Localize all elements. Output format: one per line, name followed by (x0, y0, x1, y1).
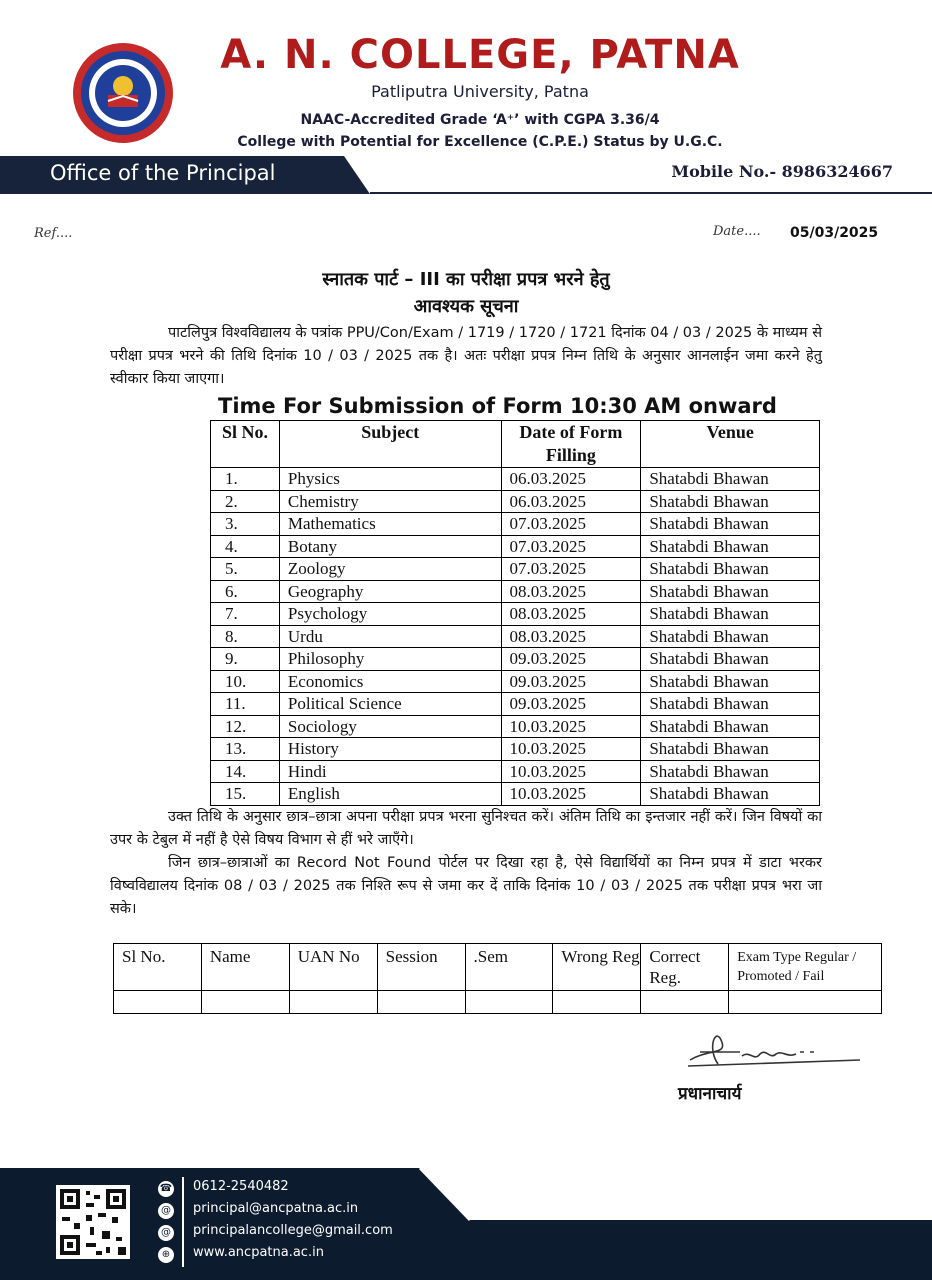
cell-subject: Hindi (279, 760, 501, 783)
cell-date: 09.03.2025 (501, 670, 641, 693)
cell-venue: Shatabdi Bhawan (641, 535, 820, 558)
cell-date: 07.03.2025 (501, 535, 641, 558)
empty-cell (201, 991, 289, 1014)
cell-date: 10.03.2025 (501, 783, 641, 806)
header-sl-no: Sl No. (211, 421, 280, 468)
submission-time-heading: Time For Submission of Form 10:30 AM onward (218, 394, 777, 418)
cell-date: 06.03.2025 (501, 490, 641, 513)
cell-subject: Sociology (279, 715, 501, 738)
table-row (211, 468, 820, 491)
empty-cell (289, 991, 377, 1014)
cell-date: 08.03.2025 (501, 603, 641, 626)
date-label: Date.... (713, 224, 761, 239)
table-row (211, 535, 820, 558)
footer-email-1[interactable]: principal@ancpatna.ac.in (193, 1201, 359, 1216)
cell-date: 10.03.2025 (501, 760, 641, 783)
college-seal-icon (70, 40, 176, 146)
header-divider (370, 192, 932, 194)
university-name: Patliputra University, Patna (371, 82, 589, 101)
cell-sl-no: 15. (211, 783, 280, 806)
schedule-header-row (211, 421, 820, 468)
cell-subject: Economics (279, 670, 501, 693)
notice-paragraph-3: जिन छात्र–छात्राओं का Record Not Found पोर्टल पर दिखा रहा है, ऐसे विद्यार्थियों का निम्न प्रपत्र में डाटा भरकर विष्वविद्यालय दिनांक 08 / 03 / 2025 तक निश्ति रूप से जमा कर दें ताकि दिनांक 10 / 03 / 2025 तक परीक्षा प्रपत्र भरा जा सके। (110, 855, 822, 917)
empty-cell (641, 991, 729, 1014)
cell-sl-no: 3. (211, 513, 280, 536)
table-row (211, 738, 820, 761)
cell-venue: Shatabdi Bhawan (641, 603, 820, 626)
qr-code-icon (56, 1185, 130, 1259)
cell-subject: English (279, 783, 501, 806)
office-title: Office of the Principal (50, 161, 276, 185)
mobile-number: Mobile No.- 8986324667 (671, 162, 893, 181)
corr-header-uan: UAN No (289, 944, 377, 991)
empty-cell (553, 991, 641, 1014)
cell-date: 06.03.2025 (501, 468, 641, 491)
cell-venue: Shatabdi Bhawan (641, 468, 820, 491)
cell-subject: Zoology (279, 558, 501, 581)
notice-subtitle: आवश्यक सूचना (413, 296, 519, 317)
footer-divider (182, 1177, 184, 1267)
empty-cell (465, 991, 553, 1014)
cell-venue: Shatabdi Bhawan (641, 715, 820, 738)
cell-date: 09.03.2025 (501, 648, 641, 671)
empty-cell (377, 991, 465, 1014)
ref-label: Ref.... (34, 226, 73, 241)
corr-header-session: Session (377, 944, 465, 991)
footer-website[interactable]: www.ancpatna.ac.in (193, 1245, 324, 1260)
cell-subject: Chemistry (279, 490, 501, 513)
cell-date: 10.03.2025 (501, 715, 641, 738)
table-row (211, 490, 820, 513)
notice-paragraph-2: उक्त तिथि के अनुसार छात्र–छात्रा अपना परीक्षा प्रपत्र भरना सुनिश्चत करें। अंतिम तिथि का इन्तजार नहीं करें। जिन विषयों का उपर के टेबुल में नहीं है ऐसे विषय विभाग से हीं भरे जाएँगे। (110, 809, 822, 848)
corr-header-correct-reg: Correct Reg. (641, 944, 729, 991)
cell-venue: Shatabdi Bhawan (641, 648, 820, 671)
cell-venue: Shatabdi Bhawan (641, 558, 820, 581)
footer-background (0, 1150, 932, 1280)
principal-signature (680, 1030, 865, 1072)
naac-accreditation: NAAC-Accredited Grade ‘A⁺’ with CGPA 3.36/4 (300, 112, 660, 128)
cell-sl-no: 4. (211, 535, 280, 558)
table-row (211, 648, 820, 671)
cell-venue: Shatabdi Bhawan (641, 693, 820, 716)
empty-cell (114, 991, 202, 1014)
corr-header-wrong-reg: Wrong Reg (553, 944, 641, 991)
cell-venue: Shatabdi Bhawan (641, 738, 820, 761)
notice-paragraph-1: पाटलिपुत्र विश्वविद्यालय के पत्रांक PPU/Con/Exam / 1719 / 1720 / 1721 दिनांक 04 / 03 / 2025 के माध्यम से परीक्षा प्रपत्र भरने की तिथि दिनांक 10 / 03 / 2025 तक है। अतः परीक्षा प्रपत्र निम्न तिथि के अनुसार आनलाईन जमा करने हेतु स्वीकार किया जाएगा। (110, 325, 822, 387)
cell-date: 10.03.2025 (501, 738, 641, 761)
table-row (211, 693, 820, 716)
phone-icon: ☎ (158, 1181, 174, 1197)
header-subject: Subject (279, 421, 501, 468)
cell-subject: Botany (279, 535, 501, 558)
table-row (211, 558, 820, 581)
cell-date: 08.03.2025 (501, 580, 641, 603)
header-venue: Venue (641, 421, 820, 468)
date-value: 05/03/2025 (790, 225, 879, 241)
cell-subject: Geography (279, 580, 501, 603)
signatory-title: प्रधानाचार्य (678, 1084, 742, 1104)
cell-venue: Shatabdi Bhawan (641, 625, 820, 648)
cell-sl-no: 12. (211, 715, 280, 738)
cell-venue: Shatabdi Bhawan (641, 783, 820, 806)
table-row (211, 603, 820, 626)
empty-cell (729, 991, 882, 1014)
cell-sl-no: 9. (211, 648, 280, 671)
table-row (211, 580, 820, 603)
cell-subject: Mathematics (279, 513, 501, 536)
schedule-body (211, 468, 820, 806)
cell-venue: Shatabdi Bhawan (641, 513, 820, 536)
footer-email-2[interactable]: principalancollege@gmail.com (193, 1223, 393, 1238)
cell-venue: Shatabdi Bhawan (641, 580, 820, 603)
cell-venue: Shatabdi Bhawan (641, 760, 820, 783)
table-row (211, 760, 820, 783)
cell-sl-no: 11. (211, 693, 280, 716)
footer-phone: 0612-2540482 (193, 1179, 289, 1194)
notice-title: स्नातक पार्ट – III का परीक्षा प्रपत्र भरने हेतु (322, 269, 610, 290)
cell-date: 07.03.2025 (501, 558, 641, 581)
cell-sl-no: 2. (211, 490, 280, 513)
cell-subject: Psychology (279, 603, 501, 626)
corr-header-exam-type: Exam Type Regular / Promoted / Fail (729, 944, 882, 991)
email-icon: @ (158, 1203, 174, 1219)
table-row (211, 715, 820, 738)
cell-venue: Shatabdi Bhawan (641, 670, 820, 693)
cell-sl-no: 14. (211, 760, 280, 783)
globe-icon: ⊕ (158, 1247, 174, 1263)
cpe-status: College with Potential for Excellence (C.P.E.) Status by U.G.C. (237, 134, 723, 150)
corr-header-sem: .Sem (465, 944, 553, 991)
schedule-table (210, 420, 820, 806)
email-icon: @ (158, 1225, 174, 1241)
cell-subject: Philosophy (279, 648, 501, 671)
cell-subject: Physics (279, 468, 501, 491)
cell-sl-no: 7. (211, 603, 280, 626)
college-name: A. N. COLLEGE, PATNA (220, 32, 740, 78)
cell-date: 08.03.2025 (501, 625, 641, 648)
cell-subject: History (279, 738, 501, 761)
corr-header-sl-no: Sl No. (114, 944, 202, 991)
table-row (211, 625, 820, 648)
correction-empty-row (114, 991, 882, 1014)
correction-header-row (114, 944, 882, 991)
cell-sl-no: 6. (211, 580, 280, 603)
table-row (211, 783, 820, 806)
cell-date: 07.03.2025 (501, 513, 641, 536)
cell-sl-no: 1. (211, 468, 280, 491)
cell-sl-no: 8. (211, 625, 280, 648)
cell-subject: Urdu (279, 625, 501, 648)
cell-sl-no: 5. (211, 558, 280, 581)
table-row (211, 513, 820, 536)
corr-header-name: Name (201, 944, 289, 991)
header-date: Date of Form Filling (501, 421, 641, 468)
correction-form-table (113, 943, 882, 1014)
cell-date: 09.03.2025 (501, 693, 641, 716)
table-row (211, 670, 820, 693)
cell-venue: Shatabdi Bhawan (641, 490, 820, 513)
cell-sl-no: 10. (211, 670, 280, 693)
cell-sl-no: 13. (211, 738, 280, 761)
cell-subject: Political Science (279, 693, 501, 716)
